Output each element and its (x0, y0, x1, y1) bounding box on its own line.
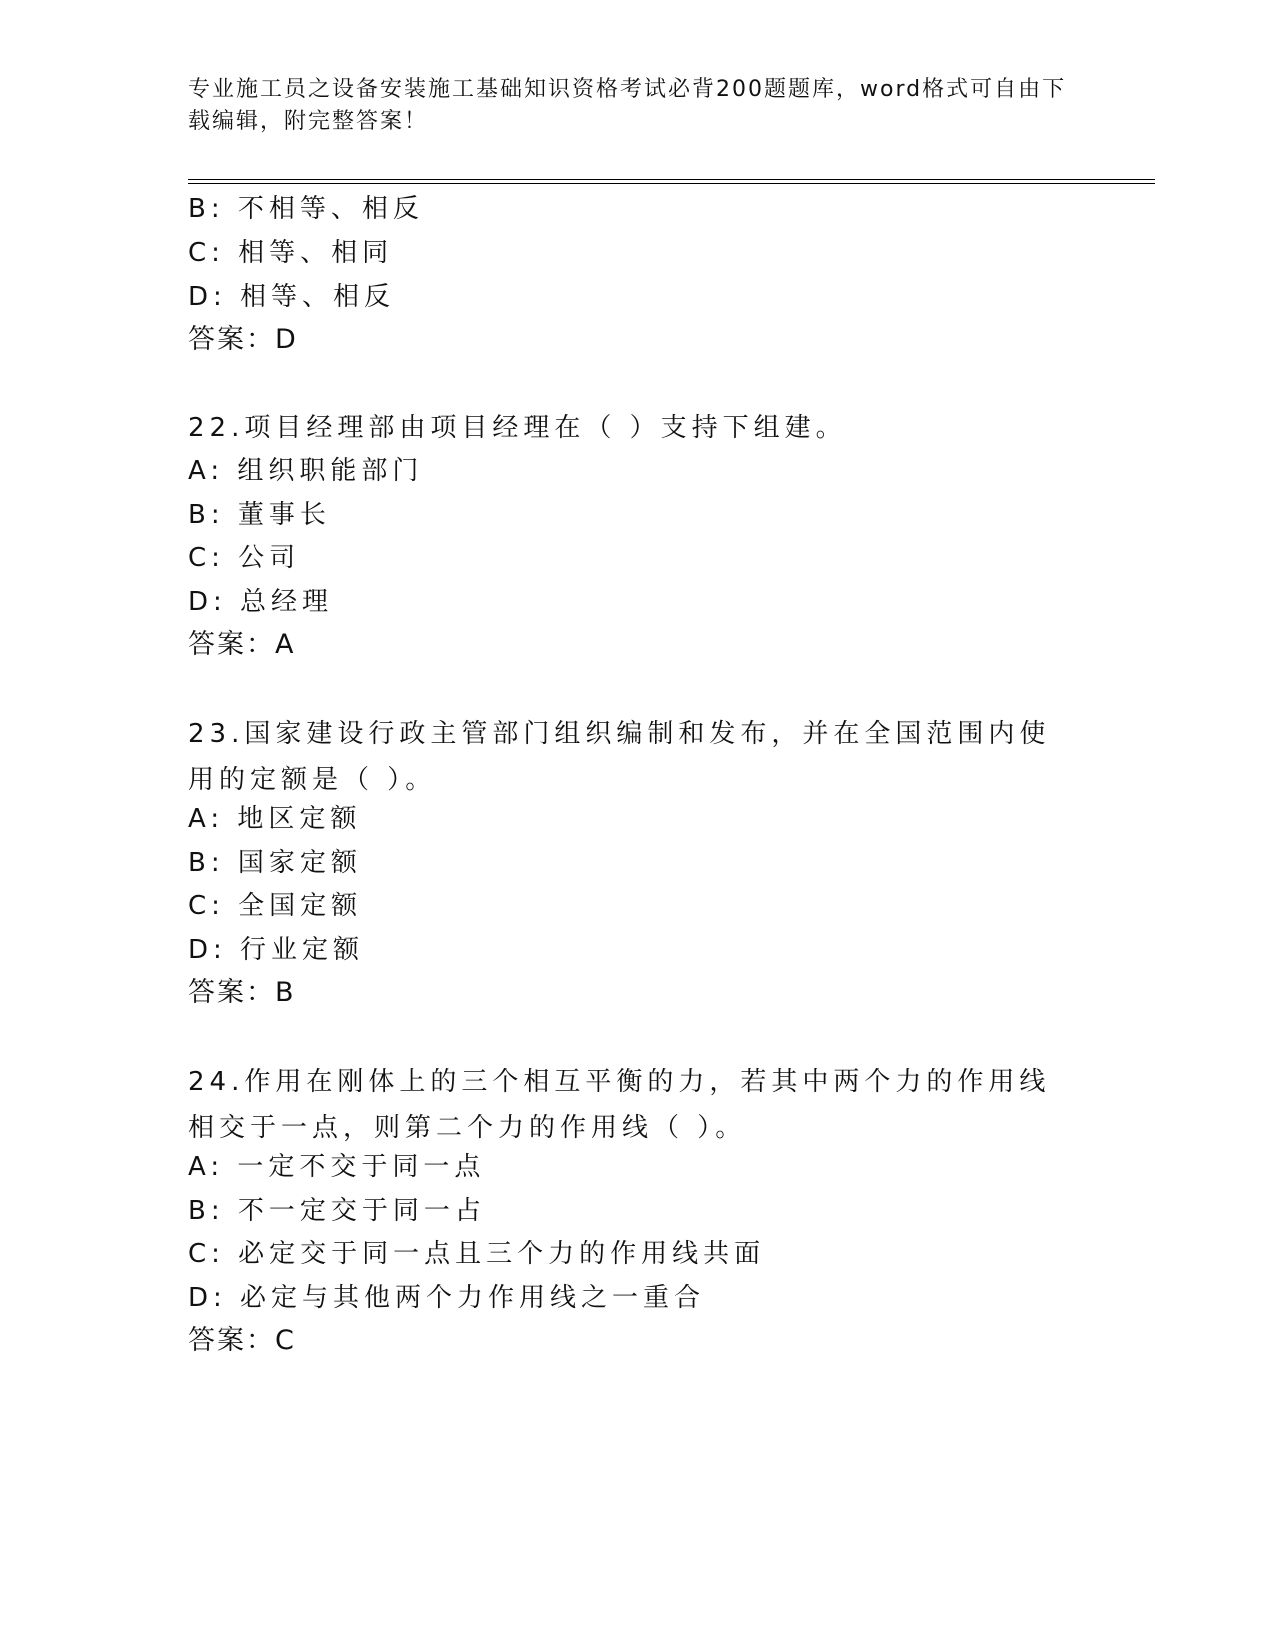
q24-option-d: D: 必定与其他两个力作用线之一重合 (188, 1283, 706, 1313)
q22-option-d: D: 总经理 (188, 587, 334, 617)
q23-answer: 答案：B (188, 977, 296, 1008)
q22-option-c: C: 公司 (188, 543, 301, 573)
q23-option-a: A: 地区定额 (188, 804, 362, 834)
header-divider-bottom (188, 183, 1155, 184)
q22-answer: 答案：A (188, 629, 296, 660)
q21-option-c: C: 相等、相同 (188, 238, 394, 268)
q24-option-c: C: 必定交于同一点且三个力的作用线共面 (188, 1239, 766, 1269)
header-divider-top (188, 179, 1155, 180)
q24-option-b: B: 不一定交于同一占 (188, 1196, 486, 1226)
q22-option-a: A: 组织职能部门 (188, 456, 424, 486)
q24-option-a: A: 一定不交于同一点 (188, 1152, 486, 1182)
q24-question: 24.作用在刚体上的三个相互平衡的力，若其中两个力的作用线相交于一点，则第二个力的作用线（ ）。 (188, 1067, 1051, 1143)
q23-option-d: D: 行业定额 (188, 935, 365, 965)
q23-question: 23.国家建设行政主管部门组织编制和发布，并在全国范围内使用的定额是（ ）。 (188, 719, 1051, 795)
q23-option-c: C: 全国定额 (188, 891, 363, 921)
q21-option-d: D: 相等、相反 (188, 282, 396, 312)
q21-option-b: B: 不相等、相反 (188, 194, 424, 224)
q23-option-b: B: 国家定额 (188, 848, 362, 878)
q22-option-b: B: 董事长 (188, 500, 331, 530)
q24-answer: 答案：C (188, 1325, 296, 1356)
q22-question: 22.项目经理部由项目经理在（ ）支持下组建。 (188, 413, 847, 443)
q21-answer: 答案：D (188, 324, 298, 355)
document-header-title: 专业施工员之设备安装施工基础知识资格考试必背200题题库，word格式可自由下载编辑，附完整答案！ (188, 77, 1067, 134)
